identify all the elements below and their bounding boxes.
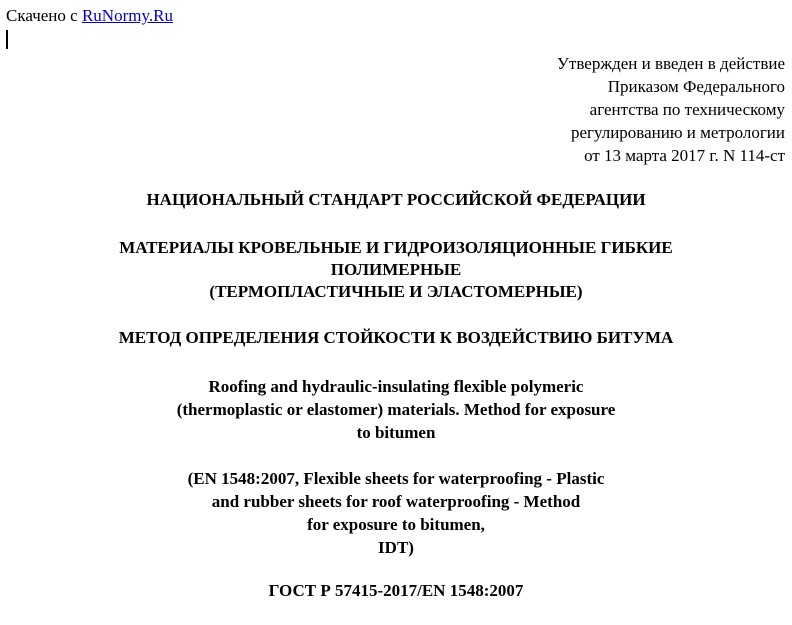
national-standard-heading bbox=[0, 190, 792, 210]
approval-line: Утвержден и введен в действие bbox=[556, 54, 785, 73]
en-reference-line: and rubber sheets for roof waterproofing - Method bbox=[211, 492, 581, 511]
download-source-line bbox=[6, 6, 173, 26]
materials-title-line: (ТЕРМОПЛАСТИЧНЫЕ И ЭЛАСТОМЕРНЫЕ) bbox=[209, 282, 583, 301]
approval-line: от 13 марта 2017 г. N 114-ст bbox=[584, 146, 785, 165]
gost-number-block bbox=[0, 581, 792, 601]
english-title bbox=[0, 375, 792, 444]
materials-title-line: МАТЕРИАЛЫ КРОВЕЛЬНЫЕ И ГИДРОИЗОЛЯЦИОННЫЕ ГИБКИЕ bbox=[119, 238, 673, 257]
text-cursor bbox=[6, 30, 8, 49]
materials-title-line: ПОЛИМЕРНЫЕ bbox=[330, 260, 462, 279]
english-title-line: (thermoplastic or elastomer) materials. Method for exposure bbox=[176, 400, 616, 419]
method-title-text: МЕТОД ОПРЕДЕЛЕНИЯ СТОЙКОСТИ К ВОЗДЕЙСТВИЮ БИТУМА bbox=[118, 328, 674, 347]
en-reference bbox=[0, 467, 792, 559]
approval-line: Приказом Федерального bbox=[607, 77, 785, 96]
download-prefix: Скачено с bbox=[6, 6, 82, 25]
runormy-link[interactable]: RuNormy.Ru bbox=[81, 6, 173, 25]
approval-line: агентства по техническому bbox=[589, 100, 785, 119]
english-title-line: Roofing and hydraulic-insulating flexible polymeric bbox=[208, 377, 584, 396]
gost-number: ГОСТ Р 57415-2017/EN 1548:2007 bbox=[268, 581, 524, 600]
national-standard-text: НАЦИОНАЛЬНЫЙ СТАНДАРТ РОССИЙСКОЙ ФЕДЕРАЦИИ bbox=[146, 190, 646, 209]
method-title bbox=[0, 328, 792, 348]
en-reference-line: for exposure to bitumen, bbox=[307, 515, 485, 534]
approval-line: регулированию и метрологии bbox=[570, 123, 785, 142]
materials-title bbox=[0, 237, 792, 303]
english-title-line: to bitumen bbox=[356, 423, 436, 442]
approval-block bbox=[557, 52, 785, 167]
en-reference-line: IDT) bbox=[378, 538, 414, 557]
en-reference-line: (EN 1548:2007, Flexible sheets for waterproofing - Plastic bbox=[187, 469, 605, 488]
